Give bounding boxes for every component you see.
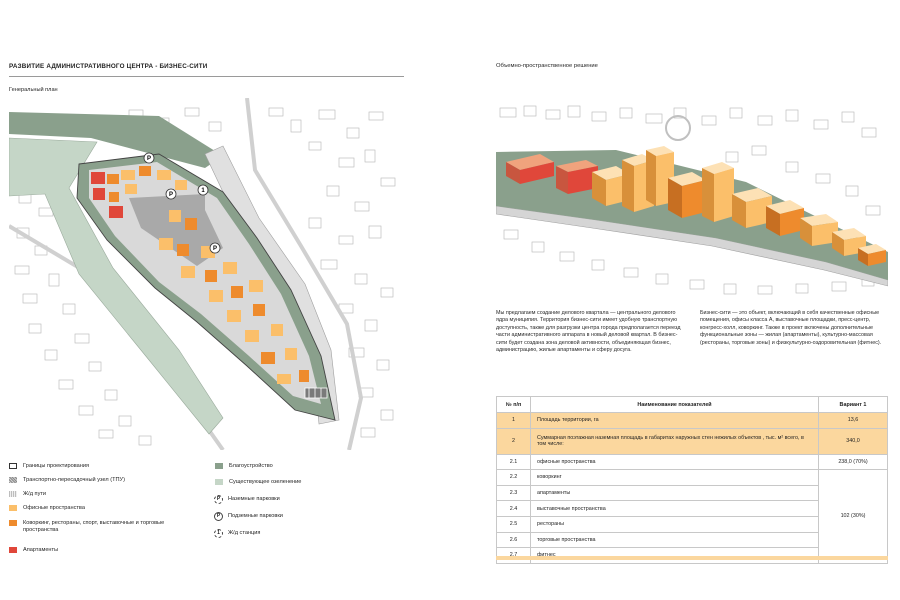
underground-parking-icon: P [214,512,223,521]
rail-swatch [9,491,17,497]
section-title: Объемно-пространственное решение [496,63,598,69]
legend-item: 1 Ж/д станция [214,530,260,538]
indicators-table [496,396,888,564]
greenery-swatch [215,479,223,485]
tpu-swatch [9,477,17,483]
title-divider [9,76,404,77]
merged-value-cell: 102 (30%) [819,470,888,564]
legend-item: P Подземные парковки [214,513,283,521]
page-title: РАЗВИТИЕ АДМИНИСТРАТИВНОГО ЦЕНТРА - БИЗНЕС-СИТИ [9,63,208,70]
description-paragraph: Бизнес-сити — это объект, включающий в себя качественные офисные помещения, офисы класса А, выставочные площадки, пресс-центр, конгресс-холл, коворкинг. Также в проект включены дополнительные функциональные зоны — жилая (апартаменты), культурно-массовая (рестораны, торговые зоны) и физкультурно-оздоровительная (фитнес). [700,310,882,346]
legend-item: Апартаменты [9,547,58,554]
legend-item: Благоустройство [215,463,273,470]
parking-marker: P [168,192,174,198]
table-row: 2.4 выставочные пространства [497,501,888,517]
table-row: 2.5 рестораны [497,516,888,532]
legend-item: Офисные пространства [9,505,85,512]
coworking-swatch [9,520,17,526]
table-row: 2.2 коворкинг 102 (30%) [497,470,888,486]
master-plan-map [9,98,405,450]
table-row: 2.1 офисные пространства 238,0 (70%) [497,454,888,470]
table-row: 2.3 апартаменты [497,485,888,501]
landscaping-swatch [215,463,223,469]
plan-label: Генеральный план [9,87,58,93]
table-header-row [497,397,888,413]
ground-parking-icon: P [214,495,223,504]
station-marker: 1 [201,188,205,194]
legend-item: Существующее озеленение [215,479,301,486]
boundary-swatch [9,463,17,469]
column-header: Наименование показателей [531,397,819,413]
map-legend [9,463,409,563]
office-swatch [9,505,17,511]
legend-item: Транспортно-пересадочный узел (ТПУ) [9,477,125,484]
roundabout [666,116,690,140]
legend-item: Коворкинг, рестораны, спорт, выставочные и торговые пространства [9,520,169,533]
column-header: Вариант 1 [819,397,888,413]
parking-marker: P [146,156,152,162]
parking-marker: P [212,246,218,252]
table-row: 2 Суммарная поэтажная наземная площадь в габаритах наружных стен нежилых объектов , тыс. м² всего, в том числе: 340,0 [497,428,888,454]
legend-item: Ж/д пути [9,491,46,498]
table-row: 2.6 торговые пространства [497,532,888,548]
rail-station-icon: 1 [214,529,223,538]
column-header: № п/п [497,397,531,413]
description-paragraph: Мы предлагаем создание делового квартала — центрального делового ядра муниципия. Территория бизнес-сити имеет удобную транспортную доступность, также для разгрузки центра города предполагается переезд части административного аппарата в новый деловой квартал. В бизнес-сити будет создана зона деловой активности, объединяющая бизнес, администрацию, жилые апартаменты и сферу досуга. [496,310,681,354]
isometric-view [496,102,888,298]
legend-item: P Наземные парковки [214,496,280,504]
apartments-swatch [9,547,17,553]
table-footer-bar [496,556,888,560]
legend-item: Границы проектирования [9,463,89,470]
parking-lot [305,388,327,398]
table-row: 1 Площадь территории, га 13,6 [497,413,888,429]
